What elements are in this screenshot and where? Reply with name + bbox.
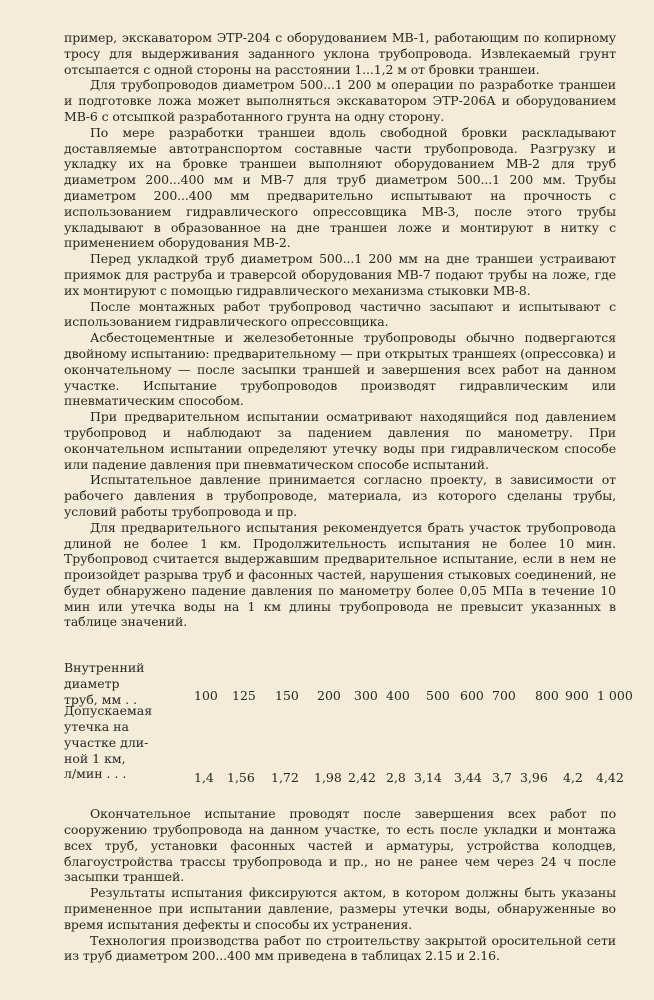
diameter-value: 700 xyxy=(492,688,516,704)
paragraph: Испытательное давление принимается согласно проекту, в зависимости от рабочего давления в трубопроводе, материала, из которого сделаны трубы, условий работы трубопровода и пр. xyxy=(64,472,616,519)
paragraph: Для предварительного испытания рекомендуется брать участок трубопровода длиной не более 1 км. Продолжительность испытания не более 10 мин. Трубопровод считается выдержавшим предварительное испытание, если в нем не произойдет разрыва труб и фасонных частей, нарушения стыковых соединений, не будет обнаружено падение давления по манометру более 0,05 МПа в течение 10 мин или утечка воды на 1 км длины трубопровода не превысит указанных в таблице значений. xyxy=(64,519,616,630)
text-block-top xyxy=(64,30,616,630)
leakage-value: 4,42 xyxy=(596,770,624,786)
diameter-value: 150 xyxy=(275,688,299,704)
paragraph: пример, экскаватором ЭТР-204 с оборудованием МВ-1, работающим по копирному тросу для выдерживания заданного уклона трубопровода. Извлекаемый грунт отсыпается с одной стороны на расстоянии 1...1,2 м от бровки траншеи. xyxy=(64,30,616,77)
paragraph: Окончательное испытание проводят после завершения всех работ по сооружению трубопровода на данном участке, то есть после укладки и монтажа всех труб, установки фасонных частей и арматуры, устройства колодцев, благоустройства трассы трубопровода и пр., но не ранее чем через 24 ч после засыпки траншей. xyxy=(64,806,616,885)
paragraph: Технология производства работ по строительству закрытой оросительной сети из труб диаметром 200...400 мм приведена в таблицах 2.15 и 2.16. xyxy=(64,932,616,964)
row-label-leakage: Допускаемая утечка на участке дли- ной 1 км, л/мин . . . xyxy=(64,703,153,782)
paragraph: Перед укладкой труб диаметром 500...1 200 мм на дне траншеи устраивают приямок для раструба и траверсой оборудования МВ-7 подают трубы на ложе, где их монтируют с помощью гидравлического механизма стыковки МВ-8. xyxy=(64,251,616,298)
leakage-value: 2,8 xyxy=(386,770,406,786)
leakage-value: 3,96 xyxy=(520,770,548,786)
leakage-value: 2,42 xyxy=(348,770,376,786)
leakage-value: 3,7 xyxy=(492,770,512,786)
paragraph: После монтажных работ трубопровод частично засыпают и испытывают с использованием гидравлического опрессовщика. xyxy=(64,298,616,330)
paragraph: По мере разработки траншеи вдоль свободной бровки раскладывают доставляемые автотранспортом составные части трубопровода. Разгрузку и укладку их на бровке траншеи выполняют оборудованием МВ-2 для труб диаметром 200...400 мм и МВ-7 для труб диаметром 500...1 200 мм. Трубы диаметром 200...400 мм предварительно испытывают на прочность с использованием гидравлического опрессовщика МВ-3, после этого трубы укладывают в образованное на дне траншеи ложе и монтируют в нитку с применением оборудования МВ-2. xyxy=(64,124,616,251)
paragraph: Для трубопроводов диаметром 500...1 200 м операции по разработке траншеи и подготовке ложа может выполняться экскаватором ЭТР-206А и оборудованием МВ-6 с отсыпкой разработанного грунта на одну сторону. xyxy=(64,77,616,124)
leakage-value: 1,56 xyxy=(227,770,255,786)
leakage-value: 1,72 xyxy=(271,770,299,786)
diameter-value: 800 xyxy=(535,688,559,704)
paragraph: Результаты испытания фиксируются актом, в котором должны быть указаны примененное при испытании давление, размеры утечки воды, обнаруженные во время испытания дефекты и способы их устранения. xyxy=(64,885,616,932)
text-block-bottom xyxy=(64,806,616,964)
row-label-diameter: Внутренний диаметр труб, мм . . xyxy=(64,660,145,707)
leakage-table xyxy=(64,660,633,786)
diameter-value: 125 xyxy=(232,688,256,704)
diameter-value: 300 xyxy=(354,688,378,704)
leakage-value: 1,98 xyxy=(314,770,342,786)
paragraph: Асбестоцементные и железобетонные трубопроводы обычно подвергаются двойному испытанию: предварительному — при открытых траншеях (опрессовка) и окончательному — после засыпки траншей и завершения всех работ на данном участке. Испытание трубопроводов производят гидравлическим или пневматическим способом. xyxy=(64,330,616,409)
leakage-value: 4,2 xyxy=(563,770,583,786)
diameter-value: 100 xyxy=(194,688,218,704)
diameter-value: 200 xyxy=(317,688,341,704)
diameter-value: 500 xyxy=(426,688,450,704)
paragraph: При предварительном испытании осматривают находящийся под давлением трубопровод и наблюдают за падением давления по манометру. При окончательном испытании определяют утечку воды при гидравлическом способе или падение давления при пневматическом способе испытаний. xyxy=(64,409,616,472)
diameter-value: 600 xyxy=(460,688,484,704)
leakage-value: 3,14 xyxy=(414,770,442,786)
diameter-value: 1 000 xyxy=(597,688,633,704)
diameter-value: 900 xyxy=(565,688,589,704)
diameter-value: 400 xyxy=(386,688,410,704)
leakage-value: 3,44 xyxy=(454,770,482,786)
leakage-value: 1,4 xyxy=(194,770,214,786)
